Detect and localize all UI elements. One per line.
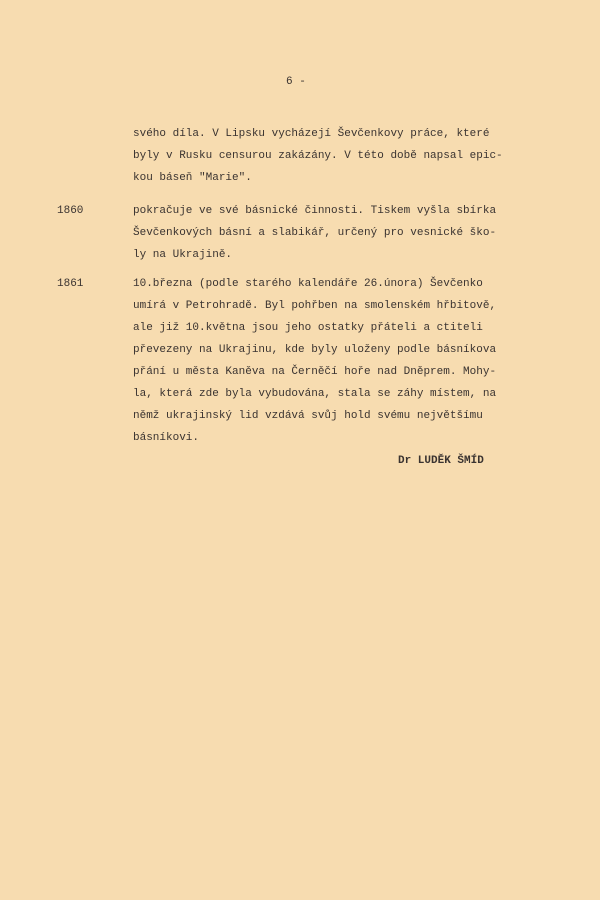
text-line: 10.března (podle starého kalendáře 26.února) Ševčenko <box>133 278 483 290</box>
text-line: Ševčenkových básní a slabikář, určený pro vesnické ško- <box>133 227 497 239</box>
year-label: 1860 <box>57 205 84 217</box>
text-line: pokračuje ve své básnické činnosti. Tiskem vyšla sbírka <box>133 205 497 217</box>
text-line: němž ukrajinský lid vzdává svůj hold svému největšímu <box>133 410 483 422</box>
text-line: ly na Ukrajině. <box>133 249 233 261</box>
text-line: svého díla. V Lipsku vycházejí Ševčenkovy práce, které <box>133 128 490 140</box>
signature: Dr LUDĚK ŠMÍD <box>398 455 484 467</box>
text-line: přání u města Kaněva na Černěčí hoře nad Dněprem. Mohy- <box>133 366 497 378</box>
text-line: umírá v Petrohradě. Byl pohřben na smolenském hřbitově, <box>133 300 497 312</box>
year-label: 1861 <box>57 278 84 290</box>
text-line: kou báseň "Marie". <box>133 172 252 184</box>
text-line: převezeny na Ukrajinu, kde byly uloženy podle básníkova <box>133 344 497 356</box>
text-line: byly v Rusku censurou zakázány. V této době napsal epic- <box>133 150 503 162</box>
page-number: 6 - <box>286 76 306 88</box>
text-line: ale již 10.května jsou jeho ostatky přáteli a ctiteli <box>133 322 483 334</box>
text-line: la, která zde byla vybudována, stala se záhy místem, na <box>133 388 497 400</box>
text-line: básníkovi. <box>133 432 200 444</box>
